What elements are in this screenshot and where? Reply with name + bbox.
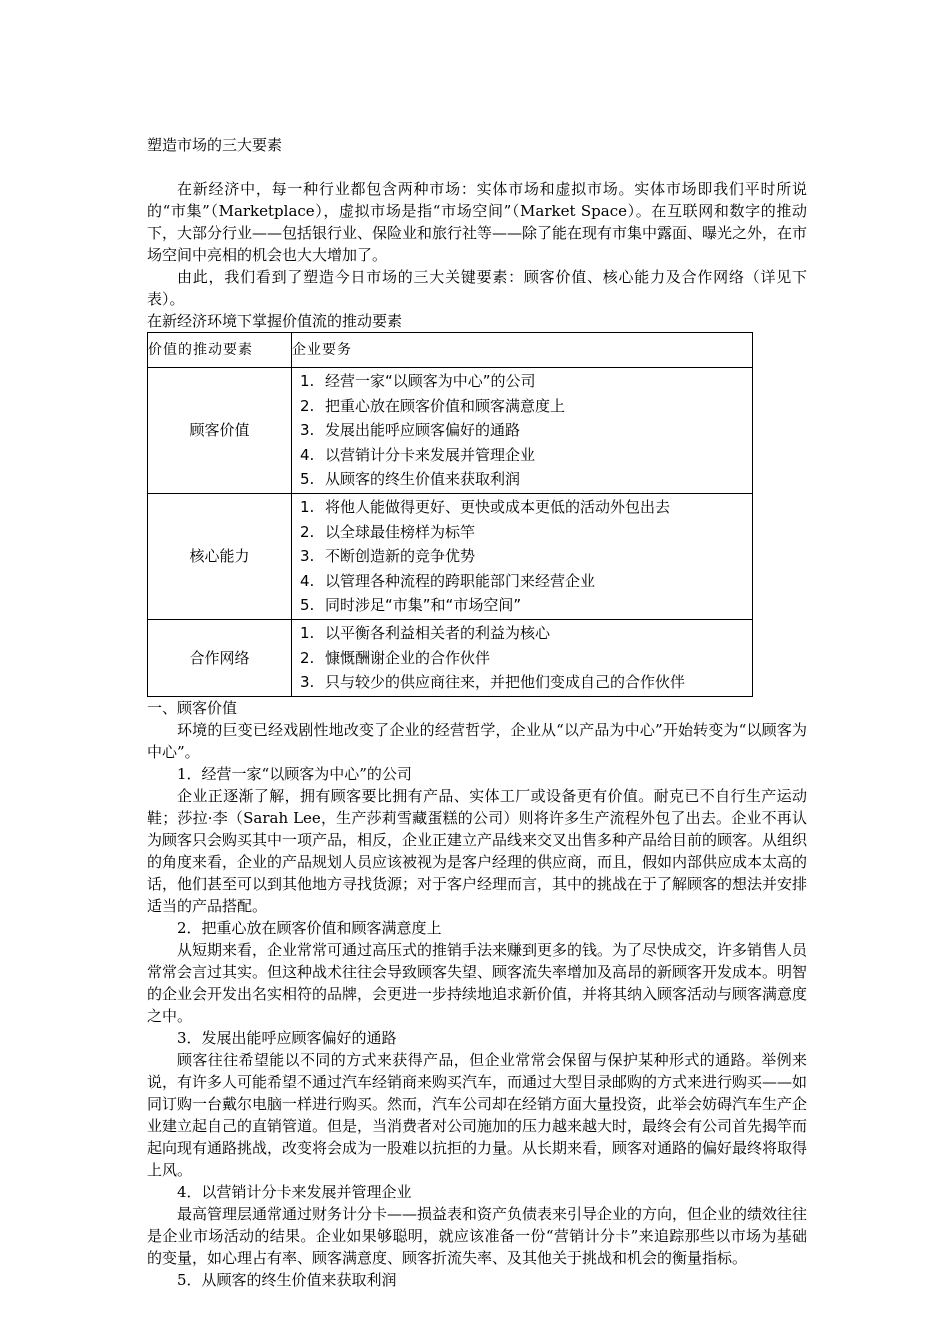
task-number: 1. — [300, 497, 315, 516]
task-number: 3. — [300, 673, 315, 692]
task-text: 从顾客的终生价值来获取利润 — [325, 470, 521, 489]
task-item — [292, 443, 752, 468]
blank-line — [147, 156, 807, 178]
factor-cell: 合作网络 — [148, 619, 292, 696]
task-text: 将他人能做得更好、更快或成本更低的活动外包出去 — [325, 497, 671, 516]
task-text: 以管理各种流程的跨职能部门来经营企业 — [325, 571, 596, 590]
task-text: 以营销计分卡来发展并管理企业 — [325, 445, 536, 464]
task-number: 2. — [300, 522, 315, 541]
task-item — [292, 369, 752, 394]
tasks-cell — [292, 493, 753, 619]
factor-cell: 顾客价值 — [148, 368, 292, 494]
task-item — [292, 569, 752, 594]
factor-cell: 核心能力 — [148, 493, 292, 619]
intro-paragraph: 由此，我们看到了塑造今日市场的三大关键要素：顾客价值、核心能力及合作网络（详见下表）。 — [147, 268, 807, 308]
task-number: 2. — [300, 396, 315, 415]
document-page — [147, 120, 807, 1291]
task-number: 3. — [300, 421, 315, 440]
task-item — [292, 593, 752, 618]
item-heading: 2．把重心放在顾客价值和顾客满意度上 — [177, 918, 442, 937]
value-drivers-table — [147, 332, 753, 697]
task-item — [292, 621, 752, 646]
task-text: 以全球最佳榜样为标竿 — [325, 522, 476, 541]
task-text: 以平衡各利益相关者的利益为核心 — [325, 623, 551, 642]
task-number: 4. — [300, 445, 315, 464]
table-header-row — [148, 333, 753, 368]
item-body: 企业正逐渐了解，拥有顾客要比拥有产品、实体工厂或设备更有价值。耐克已不自行生产运动鞋；莎拉·李（Sarah Lee，生产莎莉雪藏蛋糕的公司）则将许多生产流程外包了出去。企业不再认为顾客只会购买其中一项产品，相反，企业正建立产品线来交叉出售多种产品给目前的顾客。从组织的角度来看，企业的产品规划人员应该被视为是客户经理的供应商，而且，假如内部供应成本太高的话，他们甚至可以到其他地方寻找货源；对于客户经理而言，其中的挑战在于了解顾客的想法并安排适当的产品搭配。 — [147, 786, 808, 915]
task-text: 慷慨酬谢企业的合作伙伴 — [325, 648, 491, 667]
task-text: 把重心放在顾客价值和顾客满意度上 — [325, 396, 566, 415]
intro-paragraph: 在新经济中，每一种行业都包含两种市场：实体市场和虚拟市场。实体市场即我们平时所说的“市集”（Marketplace），虚拟市场是指“市场空间”（Market Space）。在互联网和数字的推动下，大部分行业——包括银行业、保险业和旅行社等——除了能在现有市集中露面、曝光之外，在市场空间中亮相的机会也大大增加了。 — [147, 180, 808, 264]
task-item — [292, 544, 752, 569]
task-item — [292, 520, 752, 545]
task-item — [292, 418, 752, 443]
item-body: 顾客往往希望能以不同的方式来获得产品，但企业常常会保留与保护某种形式的通路。举例来说，有许多人可能希望不通过汽车经销商来购买汽车，而通过大型目录邮购的方式来进行购买——如同订购一台戴尔电脑一样进行购买。然而，汽车公司却在经销方面大量投资，此举会妨碍汽车生产企业建立起自己的直销管道。但是，当消费者对公司施加的压力越来越大时，最终会有公司首先揭竿而起向现有通路挑战，改变将会成为一股难以抗拒的力量。从长期来看，顾客对通路的偏好最终将取得上风。 — [147, 1050, 808, 1179]
task-item — [292, 646, 752, 671]
task-number: 1. — [300, 623, 315, 642]
header-factor: 价值的推动要素 — [148, 333, 292, 368]
task-number: 2. — [300, 648, 315, 667]
task-item — [292, 670, 752, 695]
task-item — [292, 495, 752, 520]
tasks-cell — [292, 619, 753, 696]
task-text: 同时涉足“市集”和“市场空间” — [325, 596, 522, 615]
item-body: 最高管理层通常通过财务计分卡——损益表和资产负债表来引导企业的方向，但企业的绩效往往是企业市场活动的结果。企业如果够聪明，就应该准备一份“营销计分卡”来追踪那些以市场为基础的变量，如心理占有率、顾客满意度、顾客折流失率、及其他关于挑战和机会的衡量指标。 — [147, 1204, 808, 1267]
item-body: 从短期来看，企业常常可通过高压式的推销手法来赚到更多的钱。为了尽快成交，许多销售人员常常会言过其实。但这种战术往往会导致顾客失望、顾客流失率增加及高昂的新顾客开发成本。明智的企业会开发出名实相符的品牌，会更进一步持续地追求新价值，并将其纳入顾客活动与顾客满意度之中。 — [147, 940, 808, 1025]
task-text: 不断创造新的竞争优势 — [325, 547, 476, 566]
task-number: 5. — [300, 596, 315, 615]
item-heading: 5．从顾客的终生价值来获取利润 — [177, 1270, 397, 1289]
section-intro: 环境的巨变已经戏剧性地改变了企业的经营哲学，企业从“以产品为中心”开始转变为“以顾客为中心”。 — [147, 720, 807, 761]
task-number: 3. — [300, 547, 315, 566]
task-number: 1. — [300, 372, 315, 390]
table-caption: 在新经济环境下掌握价值流的推动要素 — [147, 312, 403, 330]
task-text: 发展出能呼应顾客偏好的通路 — [325, 421, 521, 440]
item-heading: 1．经营一家“以顾客为中心”的公司 — [177, 764, 412, 783]
task-item — [292, 394, 752, 419]
table-row — [148, 493, 753, 619]
table-row — [148, 619, 753, 696]
table-row — [148, 368, 753, 494]
document-title: 塑造市场的三大要素 — [147, 136, 283, 154]
item-heading: 3．发展出能呼应顾客偏好的通路 — [177, 1028, 397, 1047]
task-item — [292, 467, 752, 492]
tasks-cell — [292, 368, 753, 494]
task-text: 只与较少的供应商往来，并把他们变成自己的合作伙伴 — [325, 673, 686, 692]
task-number: 5. — [300, 470, 315, 489]
task-number: 4. — [300, 571, 315, 590]
item-heading: 4．以营销计分卡来发展并管理企业 — [177, 1182, 412, 1201]
task-text: 经营一家“以顾客为中心”的公司 — [325, 372, 536, 390]
header-tasks: 企业要务 — [292, 333, 753, 368]
section-heading: 一、顾客价值 — [147, 698, 238, 717]
